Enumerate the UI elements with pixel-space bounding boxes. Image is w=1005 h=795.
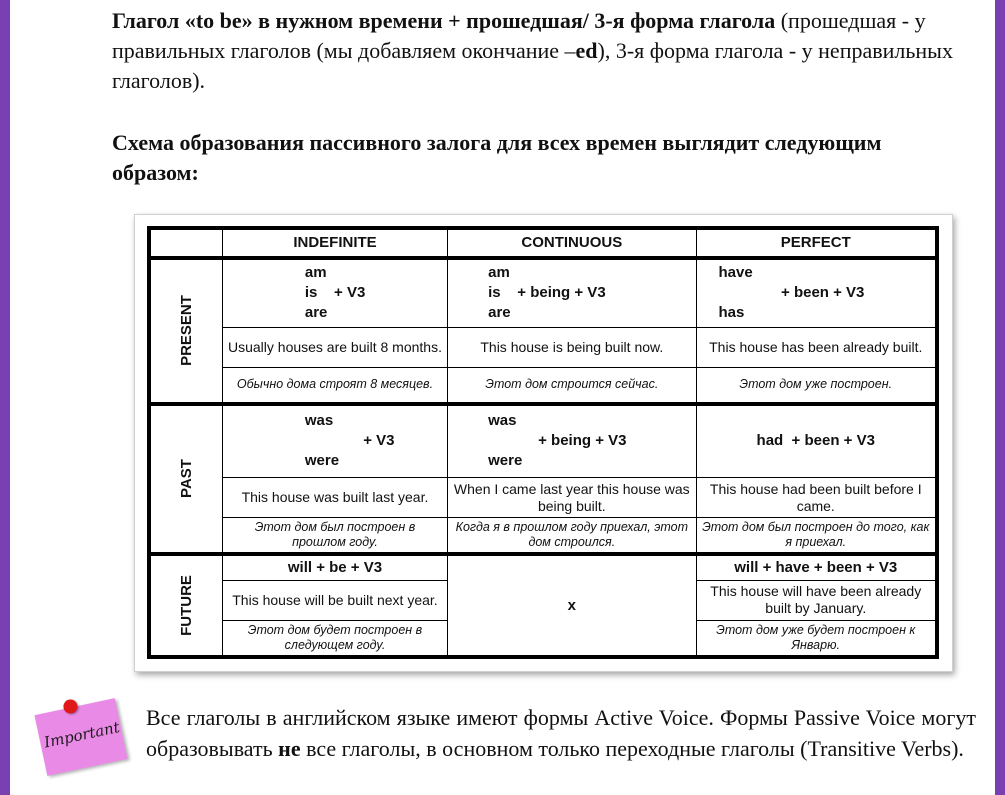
sticker-label: Important [42, 718, 122, 752]
intro-ending: ed [575, 38, 598, 63]
header-indefinite: INDEFINITE [222, 228, 447, 258]
past-continuous-example: When I came last year this house was being built. [448, 478, 696, 518]
past-label: PAST [149, 404, 222, 555]
present-continuous-formula: am is + being + V3 are [448, 258, 696, 328]
present-label: PRESENT [149, 258, 222, 404]
note-text-b: все глаголы, в основном только переходные глаголы (Transitive Verbs). [300, 736, 964, 761]
future-indefinite-translation: Этот дом будет построен в следующем году. [222, 620, 447, 657]
scheme-heading: Схема образования пассивного залога для всех времен выглядит следующим образом: [112, 130, 882, 185]
past-translation-row [149, 518, 937, 554]
header-perfect: PERFECT [696, 228, 937, 258]
present-perfect-translation: Этот дом уже построен. [696, 368, 937, 404]
passive-voice-table-image [134, 214, 953, 672]
page-border-left [0, 0, 10, 795]
future-indefinite-formula: will + be + V3 [222, 554, 447, 580]
page-border-right [995, 0, 1005, 795]
past-indefinite-formula: was + V3 were [222, 404, 447, 478]
note-paragraph [146, 702, 976, 764]
past-example-row [149, 478, 937, 518]
intro-bold-formula: Глагол «to be» в нужном времени + прошедшая/ 3-я форма глагола [112, 8, 776, 33]
note-bold-word: не [278, 736, 301, 761]
present-indefinite-translation: Обычно дома строят 8 месяцев. [222, 368, 447, 404]
future-indefinite-example: This house will be built next year. [222, 580, 447, 620]
future-perfect-formula: will + have + been + V3 [696, 554, 937, 580]
present-translation-row [149, 368, 937, 404]
present-indefinite-example: Usually houses are built 8 months. [222, 327, 447, 367]
present-continuous-translation: Этот дом строится сейчас. [448, 368, 696, 404]
past-indefinite-translation: Этот дом был построен в прошлом году. [222, 518, 447, 554]
note-text-a: Все глаголы в английском языке имеют формы Active Voice. Формы Passive Voice могут образовывать [146, 705, 976, 761]
intro-text-b: ), 3-я форма глагола - у неправильных глаголов). [112, 38, 953, 93]
intro-paragraph [112, 6, 962, 96]
present-formula-row [149, 258, 937, 328]
past-perfect-translation: Этот дом был построен до того, как я приехал. [696, 518, 937, 554]
present-continuous-example: This house is being built now. [448, 327, 696, 367]
future-formula-row [149, 554, 937, 580]
table-header-row [149, 228, 937, 258]
past-formula-row [149, 404, 937, 478]
present-example-row [149, 327, 937, 367]
future-continuous-empty: x [448, 554, 696, 657]
past-continuous-formula: was + being + V3 were [448, 404, 696, 478]
intro-text-a: (прошедшая - у правильных глаголов (мы добавляем окончание – [112, 8, 926, 63]
important-sticker [34, 698, 127, 776]
past-perfect-formula: had + been + V3 [696, 404, 937, 478]
future-perfect-translation: Этот дом уже будет построен к Январю. [696, 620, 937, 657]
past-continuous-translation: Когда я в прошлом году приехал, этот дом строился. [448, 518, 696, 554]
present-perfect-formula: have + been + V3 has [696, 258, 937, 328]
future-label: FUTURE [149, 554, 222, 657]
past-perfect-example: This house had been built before I came. [696, 478, 937, 518]
header-continuous: CONTINUOUS [448, 228, 696, 258]
present-perfect-example: This house has been already built. [696, 327, 937, 367]
present-indefinite-formula: am is + V3 are [222, 258, 447, 328]
pushpin-icon [62, 698, 79, 715]
passive-voice-table [147, 226, 939, 659]
table-corner [149, 228, 222, 258]
future-perfect-example: This house will have been already built by January. [696, 580, 937, 620]
past-indefinite-example: This house was built last year. [222, 478, 447, 518]
